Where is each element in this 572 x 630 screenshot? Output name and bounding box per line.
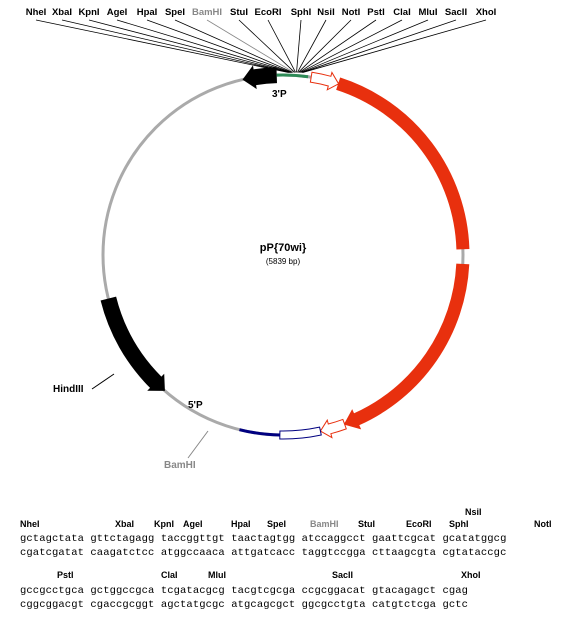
site-label-nhei: NheI bbox=[25, 7, 47, 18]
seq2-label-sacii: SacII bbox=[332, 570, 354, 580]
site-line-clai bbox=[300, 20, 402, 72]
top-site-labels bbox=[26, 7, 497, 18]
site-label-mlui: MluI bbox=[418, 7, 438, 18]
feature-open-arrow-top bbox=[310, 72, 338, 90]
label-5p: 5'P bbox=[188, 400, 203, 411]
seq2-top-strand: gccgcctgca gctggccgca tcgatacgcg tacgtcgcga ccgcggacat gtacagagct cgag bbox=[20, 585, 469, 597]
feature-open-arrow-bottom bbox=[320, 419, 346, 437]
site-label-agei: AgeI bbox=[106, 7, 128, 18]
label-3p: 3'P bbox=[272, 89, 287, 100]
site-label-sphi: SphI bbox=[290, 7, 312, 18]
seq2-bottom-strand: cggcggacgt cgaccgcggt agctatgcgc atgcagcgct ggcgcctgta catgtctcga gctc bbox=[20, 599, 469, 611]
seq1-label-hpai: HpaI bbox=[231, 519, 251, 529]
seq1-bottom-strand: cgatcgatat caagatctcc atggccaaca attgatcacc taggtccgga cttaagcgta cgtataccgc bbox=[20, 547, 507, 559]
site-label-sacii: SacII bbox=[444, 7, 468, 18]
label-hindiii: HindIII bbox=[53, 384, 84, 395]
seq1-label-xbai: XbaI bbox=[115, 519, 135, 529]
seq1-label-agei: AgeI bbox=[183, 519, 203, 529]
site-line-agei bbox=[117, 20, 291, 72]
sequence-block-1 bbox=[20, 505, 560, 565]
seq1-label-sphi: SphI bbox=[449, 519, 469, 529]
plasmid-size: (5839 bp) bbox=[265, 257, 301, 266]
seq2-label-mlui: MluI bbox=[208, 570, 226, 580]
site-line-sphi bbox=[297, 20, 301, 72]
seq1-label-nhei: NheI bbox=[20, 519, 40, 529]
seq1-label-spei: SpeI bbox=[267, 519, 287, 529]
seq1-top-strand: gctagctata gttctagagg taccggttgt taactagtgg atccaggcct gaattcgcat gcatatggcg bbox=[20, 533, 507, 545]
site-line-kpni bbox=[89, 20, 290, 72]
feature-red-cds-lower bbox=[345, 264, 469, 428]
site-label-ecori: EcoRI bbox=[254, 7, 282, 18]
site-line-xbai bbox=[62, 20, 289, 72]
site-label-noti: NotI bbox=[341, 7, 361, 18]
site-line-ecori bbox=[268, 20, 296, 72]
seq1-label-noti: NotI bbox=[534, 519, 552, 529]
feature-blue-segment bbox=[239, 430, 279, 435]
bamhi-leader bbox=[188, 431, 208, 458]
seq1-label-nsii: NsiI bbox=[465, 507, 482, 517]
seq2-label-xhoi: XhoI bbox=[461, 570, 481, 580]
site-label-kpni: KpnI bbox=[78, 7, 100, 18]
hindiii-leader bbox=[92, 374, 114, 389]
seq1-label-ecori: EcoRI bbox=[406, 519, 432, 529]
site-label-xhoi: XhoI bbox=[475, 7, 497, 18]
seq1-label-kpni: KpnI bbox=[154, 519, 174, 529]
sequence-block-2 bbox=[20, 568, 560, 623]
site-label-clai: ClaI bbox=[393, 7, 411, 18]
seq1-label-stui: StuI bbox=[358, 519, 375, 529]
site-line-spei bbox=[175, 20, 293, 72]
site-label-xbai: XbaI bbox=[51, 7, 73, 18]
site-label-nsii: NsiI bbox=[317, 7, 335, 18]
site-label-psti: PstI bbox=[367, 7, 385, 18]
site-line-stui bbox=[239, 20, 295, 72]
site-label-hpai: HpaI bbox=[136, 7, 158, 18]
site-label-spei: SpeI bbox=[164, 7, 186, 18]
plasmid-name: pP{70wi} bbox=[259, 242, 307, 254]
seq2-label-clai: ClaI bbox=[161, 570, 178, 580]
site-leader-lines bbox=[36, 20, 486, 72]
feature-open-box-blue bbox=[280, 427, 321, 439]
feature-mcs-green bbox=[277, 75, 308, 77]
site-label-stui: StuI bbox=[230, 7, 248, 18]
site-line-nsii bbox=[297, 20, 326, 72]
feature-red-cds bbox=[337, 78, 469, 249]
feature-3p-element bbox=[243, 65, 277, 89]
seq1-label-bamhi: BamHI bbox=[310, 519, 339, 529]
site-line-xhoi bbox=[303, 20, 486, 72]
label-bamhi-bottom: BamHI bbox=[164, 460, 196, 471]
site-label-bamhi: BamHI bbox=[191, 7, 223, 18]
seq2-label-psti: PstI bbox=[57, 570, 74, 580]
